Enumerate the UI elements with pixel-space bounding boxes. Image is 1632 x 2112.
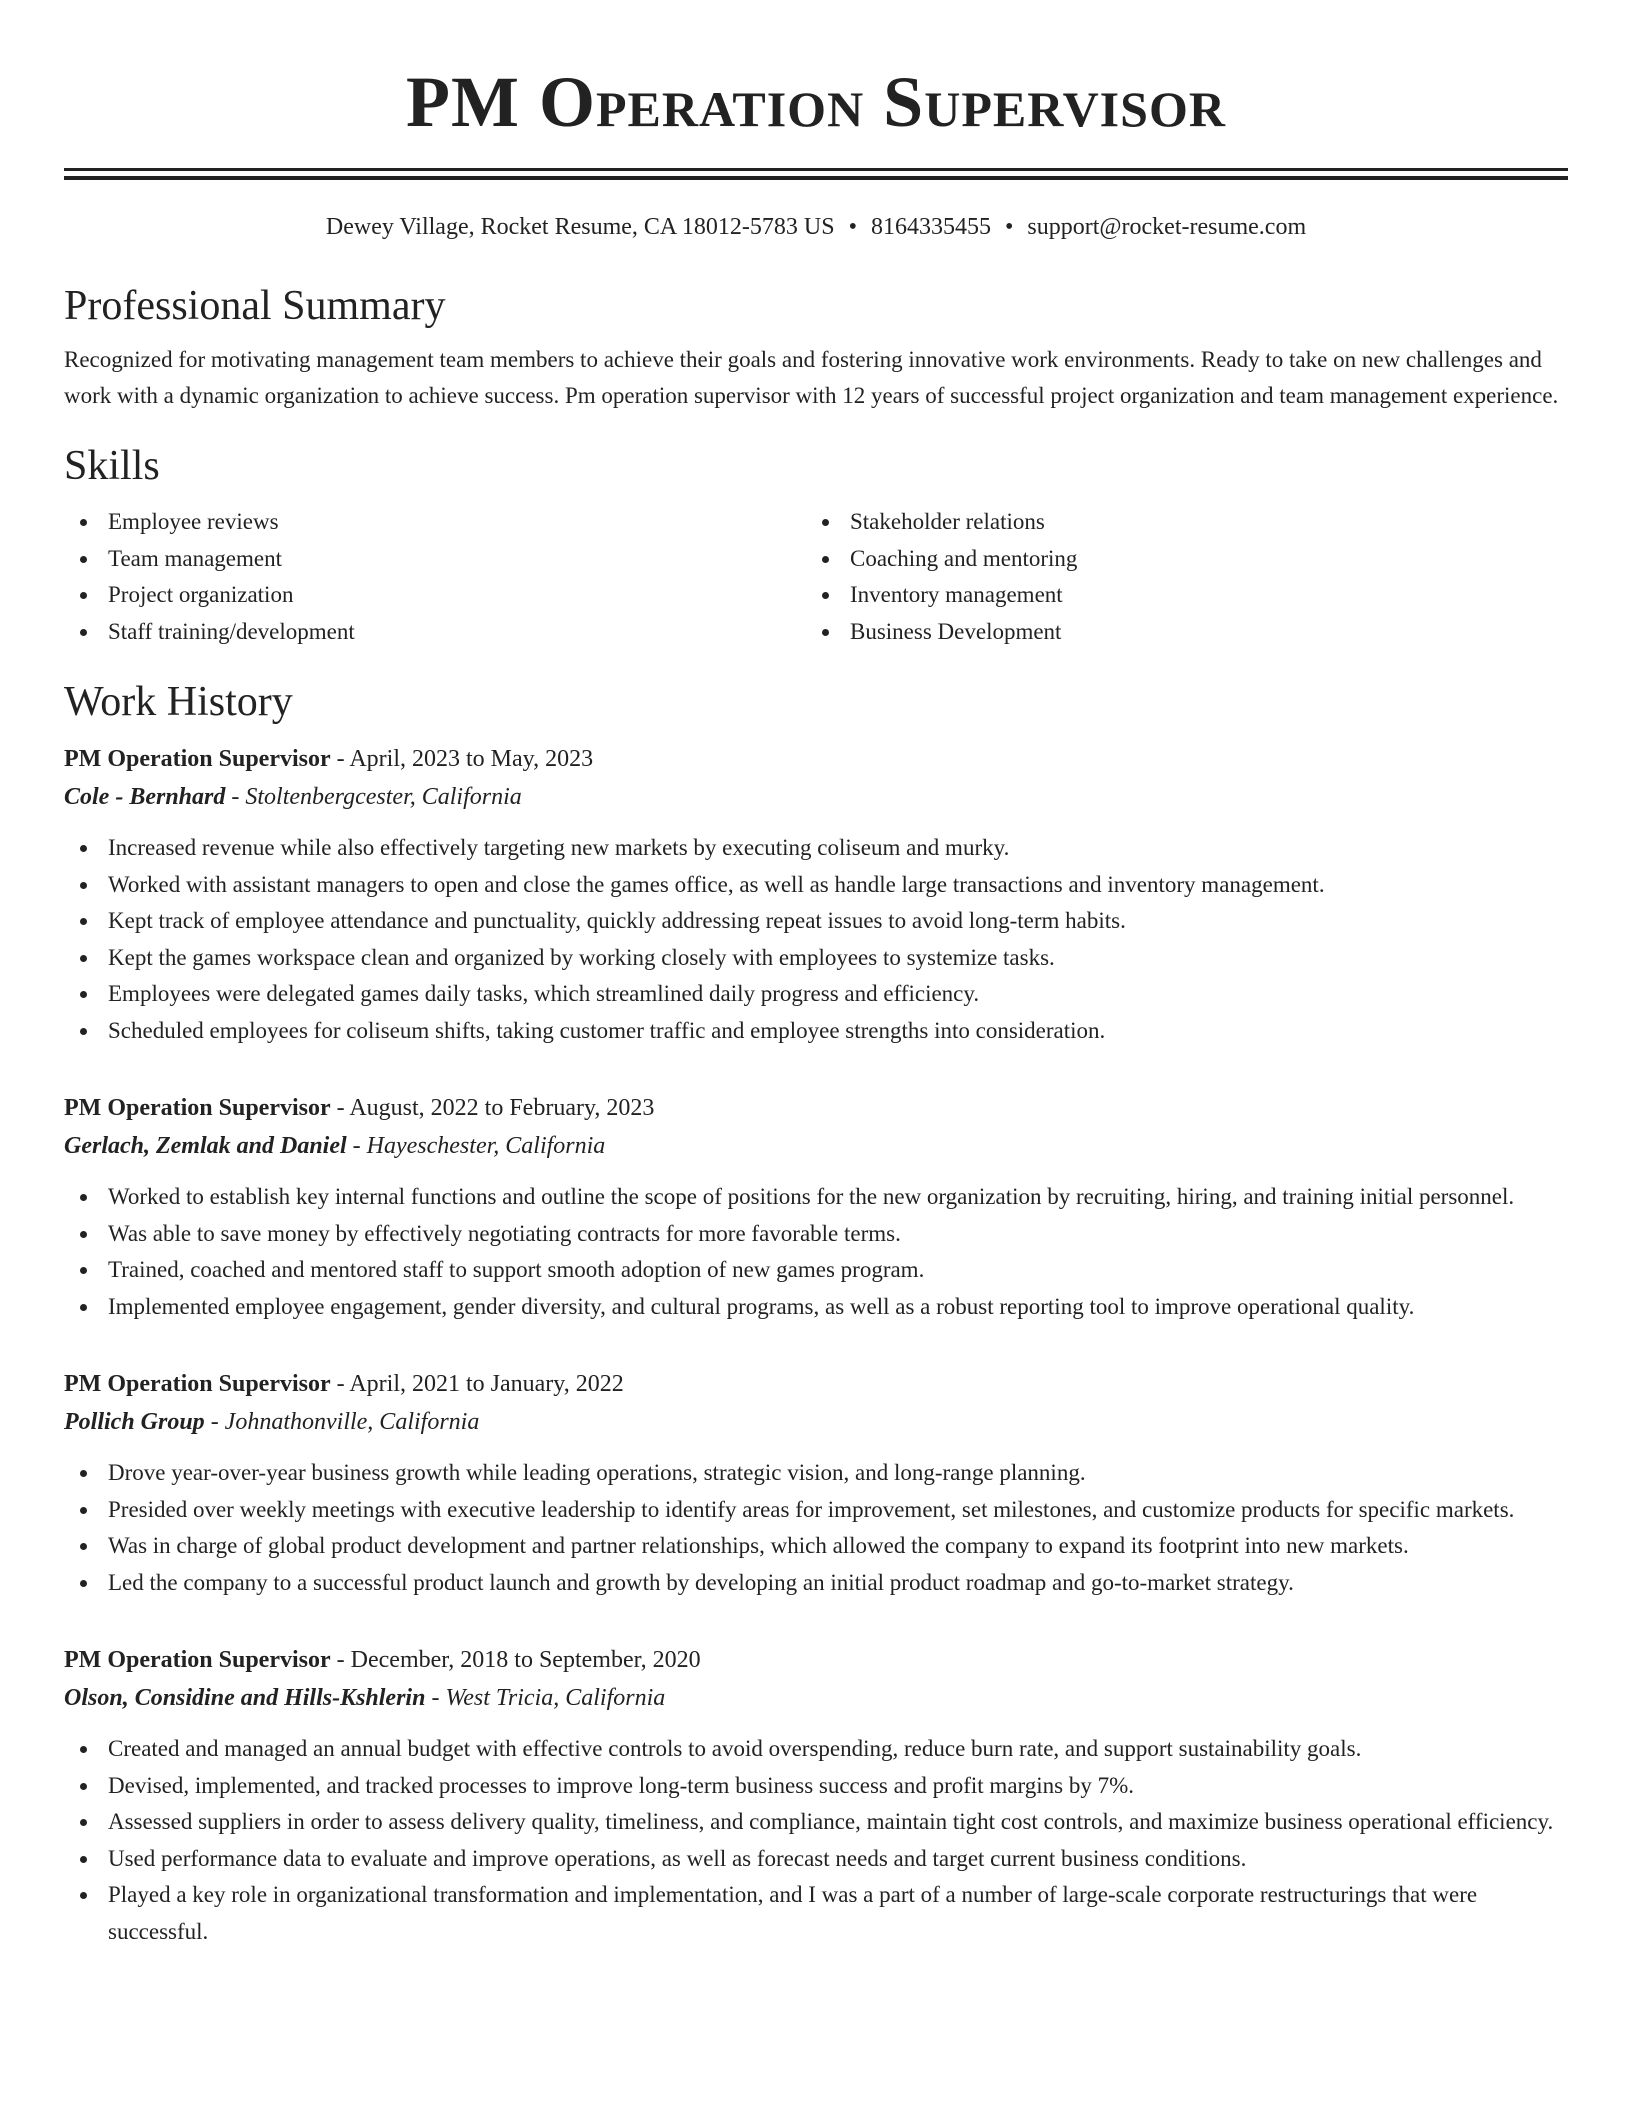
job-company: Gerlach, Zemlak and Daniel xyxy=(64,1133,347,1159)
job-bullet: Devised, implemented, and tracked processes to improve long-term business success and profit margins by 7%. xyxy=(64,1768,1568,1805)
skills-column-left xyxy=(64,504,806,650)
job-bullet: Drove year-over-year business growth while leading operations, strategic vision, and long-range planning. xyxy=(64,1455,1568,1492)
skill-item: Stakeholder relations xyxy=(806,504,1548,541)
contact-line xyxy=(64,210,1568,244)
job-bullet: Worked to establish key internal functions and outline the scope of positions for the new organization by recruiting, hiring, and training initial personnel. xyxy=(64,1179,1568,1216)
job-header xyxy=(64,1365,1568,1403)
contact-email: support@rocket-resume.com xyxy=(1027,214,1307,240)
job-bullet: Presided over weekly meetings with executive leadership to identify areas for improvement, set milestones, and customize products for specific markets. xyxy=(64,1492,1568,1529)
job-company-line xyxy=(64,778,1568,816)
job-company: Cole - Bernhard xyxy=(64,784,226,810)
skill-item: Staff training/development xyxy=(64,614,806,651)
job-bullet: Assessed suppliers in order to assess delivery quality, timeliness, and compliance, maintain tight cost controls, and maximize business operational efficiency. xyxy=(64,1804,1568,1841)
skill-item: Employee reviews xyxy=(64,504,806,541)
job-role: PM Operation Supervisor xyxy=(64,1647,331,1673)
job-bullets xyxy=(64,1455,1568,1601)
job-bullet: Trained, coached and mentored staff to support smooth adoption of new games program. xyxy=(64,1252,1568,1289)
job-company: Olson, Considine and Hills-Kshlerin xyxy=(64,1685,426,1711)
job-bullets xyxy=(64,1731,1568,1950)
job-bullets xyxy=(64,1179,1568,1325)
job-bullet: Was in charge of global product development and partner relationships, which allowed the company to expand its footprint into new markets. xyxy=(64,1528,1568,1565)
job-dates: - August, 2022 to February, 2023 xyxy=(330,1095,655,1121)
job-company-line xyxy=(64,1679,1568,1717)
job-header xyxy=(64,740,1568,778)
summary-heading: Professional Summary xyxy=(64,283,446,329)
contact-address: Dewey Village, Rocket Resume, CA 18012-5783 US xyxy=(325,214,835,240)
job-company-line xyxy=(64,1127,1568,1165)
job-entry xyxy=(64,1641,1568,1950)
contact-phone: 8164335455 xyxy=(871,214,992,240)
summary-text: Recognized for motivating management team members to achieve their goals and fostering innovative work environments. Ready to take on new challenges and work with a dynamic organization to achieve success. Pm operation supervisor with 12 years of successful project organization and team management experience. xyxy=(64,347,1559,408)
skill-item: Project organization xyxy=(64,577,806,614)
job-bullet: Used performance data to evaluate and improve operations, as well as forecast needs and target current business conditions. xyxy=(64,1841,1568,1878)
job-role: PM Operation Supervisor xyxy=(64,1095,331,1121)
skill-item: Coaching and mentoring xyxy=(806,541,1548,578)
job-entry xyxy=(64,1365,1568,1601)
job-bullet: Led the company to a successful product launch and growth by developing an initial product roadmap and go-to-market strategy. xyxy=(64,1565,1568,1602)
skills-list xyxy=(64,504,1568,650)
job-bullet: Kept track of employee attendance and punctuality, quickly addressing repeat issues to avoid long-term habits. xyxy=(64,903,1568,940)
skills-column-right xyxy=(806,504,1548,650)
job-bullet: Was able to save money by effectively negotiating contracts for more favorable terms. xyxy=(64,1216,1568,1253)
work-history-heading: Work History xyxy=(64,679,293,725)
job-entry xyxy=(64,1089,1568,1325)
job-header xyxy=(64,1641,1568,1679)
job-bullet: Played a key role in organizational transformation and implementation, and I was a part of a number of large-scale corporate restructurings that were successful. xyxy=(64,1877,1568,1950)
title-divider xyxy=(64,168,1568,180)
job-bullet: Kept the games workspace clean and organized by working closely with employees to systemize tasks. xyxy=(64,940,1568,977)
skills-heading: Skills xyxy=(64,443,160,489)
job-company: Pollich Group xyxy=(64,1409,205,1435)
skill-item: Inventory management xyxy=(806,577,1548,614)
contact-separator: • xyxy=(848,214,858,240)
job-dates: - December, 2018 to September, 2020 xyxy=(330,1647,701,1673)
job-header xyxy=(64,1089,1568,1127)
job-bullet: Created and managed an annual budget with effective controls to avoid overspending, reduce burn rate, and support sustainability goals. xyxy=(64,1731,1568,1768)
job-bullet: Implemented employee engagement, gender diversity, and cultural programs, as well as a robust reporting tool to improve operational quality. xyxy=(64,1289,1568,1326)
job-dates: - April, 2021 to January, 2022 xyxy=(330,1371,624,1397)
skill-item: Business Development xyxy=(806,614,1548,651)
job-role: PM Operation Supervisor xyxy=(64,1371,331,1397)
resume-title: PM Operation Supervisor xyxy=(406,62,1226,142)
job-role: PM Operation Supervisor xyxy=(64,746,331,772)
job-location: - Hayeschester, California xyxy=(346,1133,606,1159)
contact-separator: • xyxy=(1005,214,1014,240)
job-company-line xyxy=(64,1403,1568,1441)
job-dates: - April, 2023 to May, 2023 xyxy=(330,746,594,772)
job-bullet: Increased revenue while also effectively targeting new markets by executing coliseum and murky. xyxy=(64,830,1568,867)
skill-item: Team management xyxy=(64,541,806,578)
job-bullet: Worked with assistant managers to open and close the games office, as well as handle large transactions and inventory management. xyxy=(64,867,1568,904)
job-location: - Stoltenbergcester, California xyxy=(225,784,522,810)
job-location: - Johnathonville, California xyxy=(204,1409,480,1435)
job-bullet: Scheduled employees for coliseum shifts, taking customer traffic and employee strengths into consideration. xyxy=(64,1013,1568,1050)
job-bullet: Employees were delegated games daily tasks, which streamlined daily progress and efficiency. xyxy=(64,976,1568,1013)
job-bullets xyxy=(64,830,1568,1049)
job-entry xyxy=(64,740,1568,1049)
job-location: - West Tricia, California xyxy=(425,1685,666,1711)
